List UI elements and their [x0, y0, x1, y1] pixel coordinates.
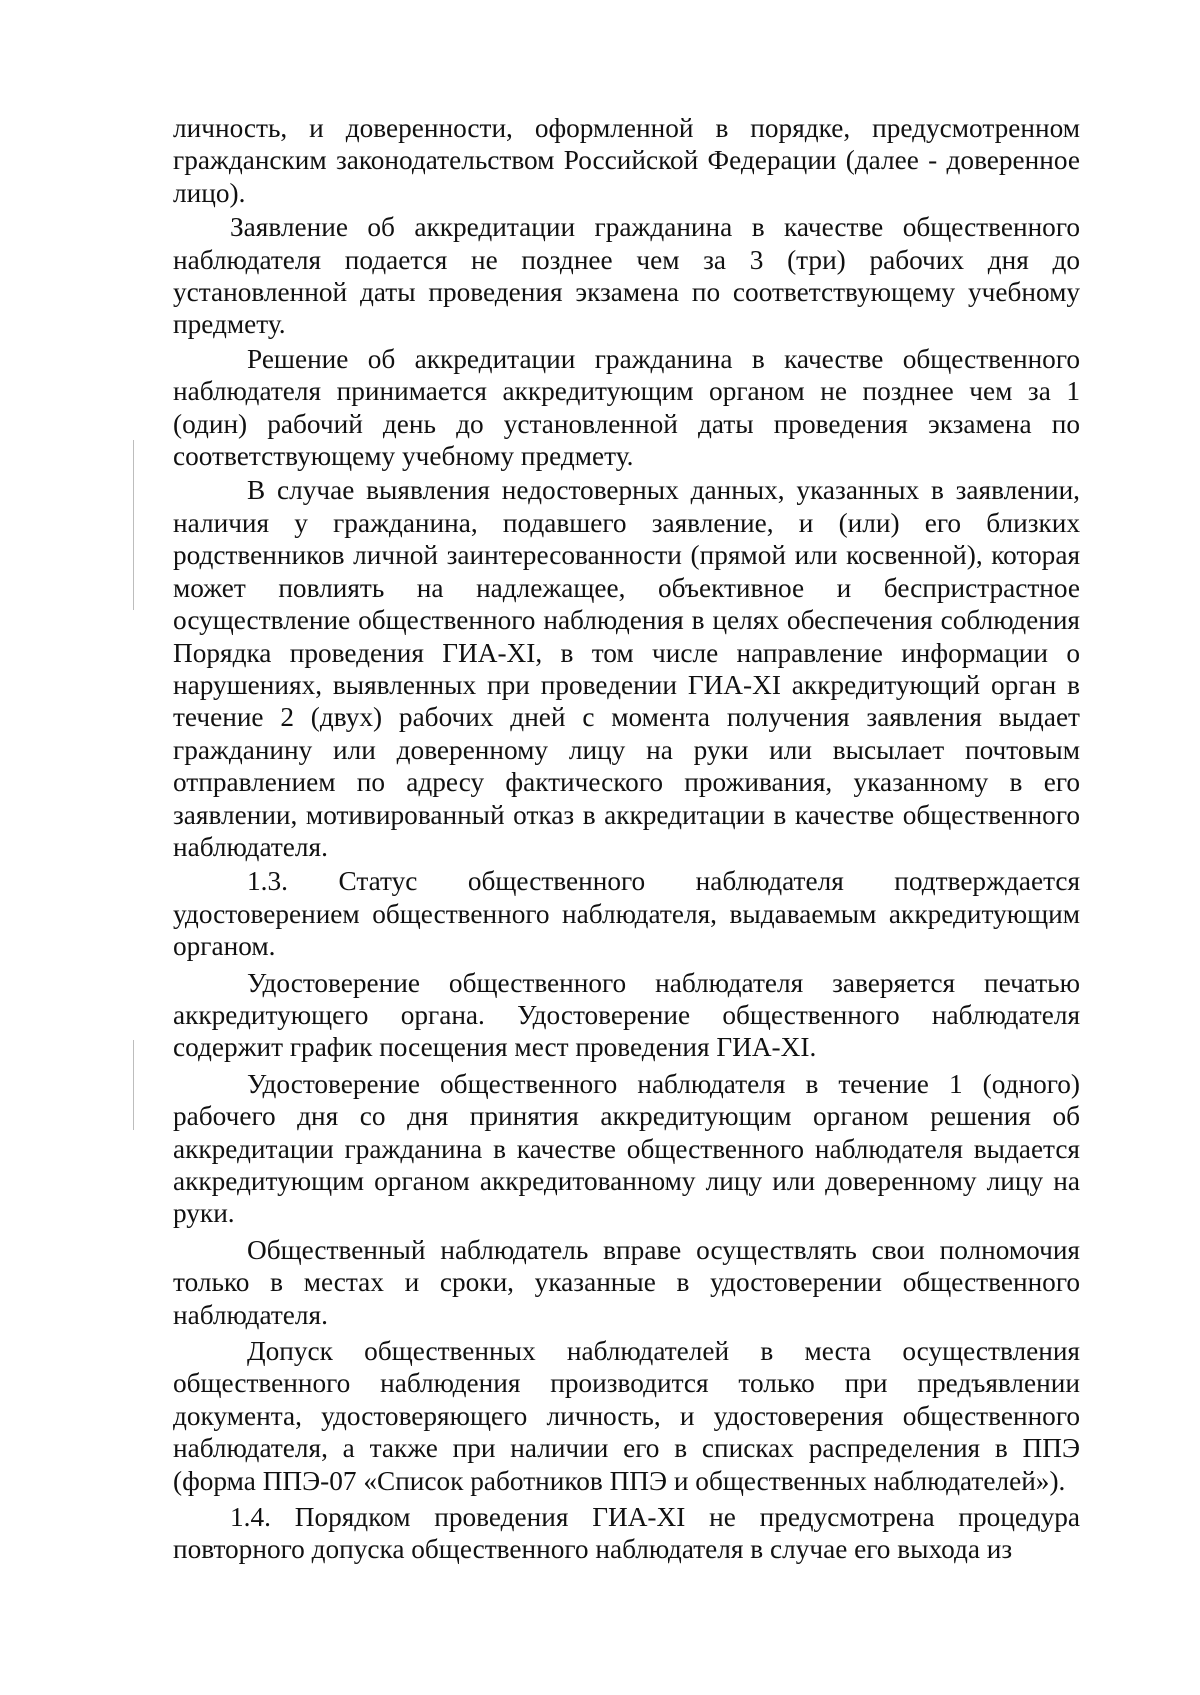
paragraph-accreditation-decision: Решение об аккредитации гражданина в качестве общественного наблюдателя принимается аккредитующим органом не позднее чем за 1 (один) рабочий день до установленной даты проведения экзамена по соответствующему учебному предмету.: [173, 343, 1080, 472]
paragraph-certificate-seal: Удостоверение общественного наблюдателя заверяется печатью аккредитующего органа. Удостоверение общественного наблюдателя содержит график посещения мест проведения ГИА-XI.: [173, 967, 1080, 1063]
document-body: [173, 112, 1080, 1566]
paragraph-observer-admission: Допуск общественных наблюдателей в места осуществления общественного наблюдения производится только при предъявлении документа, удостоверяющего личность, и удостоверения общественного наблюдателя, а также при наличии его в списках распределения в ППЭ (форма ППЭ-07 «Список работников ППЭ и общественных наблюдателей»).: [173, 1336, 1080, 1496]
paragraph-1-3-status: 1.3. Статус общественного наблюдателя подтверждается удостоверением общественного наблюдателя, выдаваемым аккредитующим органом.: [173, 866, 1080, 962]
scan-edge-mark: [133, 440, 134, 610]
paragraph-1-4-readmission: 1.4. Порядком проведения ГИА-XI не предусмотрена процедура повторного допуска общественного наблюдателя в случае его выхода из: [173, 1502, 1080, 1565]
paragraph-certificate-issue: Удостоверение общественного наблюдателя в течение 1 (одного) рабочего дня со дня принятия аккредитующим органом решения об аккредитации гражданина в качестве общественного наблюдателя выдается аккредитующим органом аккредитованному лицу или доверенному лицу на руки.: [173, 1068, 1080, 1229]
paragraph-continuation: личность, и доверенности, оформленной в порядке, предусмотренном гражданским законодательством Российской Федерации (далее - доверенное лицо).: [173, 113, 1080, 208]
scan-edge-mark: [133, 1040, 134, 1130]
paragraph-refusal-conditions: В случае выявления недостоверных данных, указанных в заявлении, наличия у гражданина, подавшего заявление, и (или) его близких родственников личной заинтересованности (прямой или косвенной), которая может повлиять на надлежащее, объективное и беспристрастное осуществление общественного наблюдения в целях обеспечения соблюдения Порядка проведения ГИА-XI, в том числе направление информации о нарушениях, выявленных при проведении ГИА-XI аккредитующий орган в течение 2 (двух) рабочих дней с момента получения заявления выдает гражданину или доверенному лицу на руки или высылает почтовым отправлением по адресу фактического проживания, указанному в его заявлении, мотивированный отказ в аккредитации в качестве общественного наблюдателя.: [173, 475, 1080, 862]
paragraph-observer-powers: Общественный наблюдатель вправе осуществлять свои полномочия только в местах и сроки, указанные в удостоверении общественного наблюдателя.: [173, 1234, 1080, 1330]
paragraph-application-deadline: Заявление об аккредитации гражданина в качестве общественного наблюдателя подается не позднее чем за 3 (три) рабочих дня до установленной даты проведения экзамена по соответствующему учебному предмету.: [173, 212, 1080, 340]
